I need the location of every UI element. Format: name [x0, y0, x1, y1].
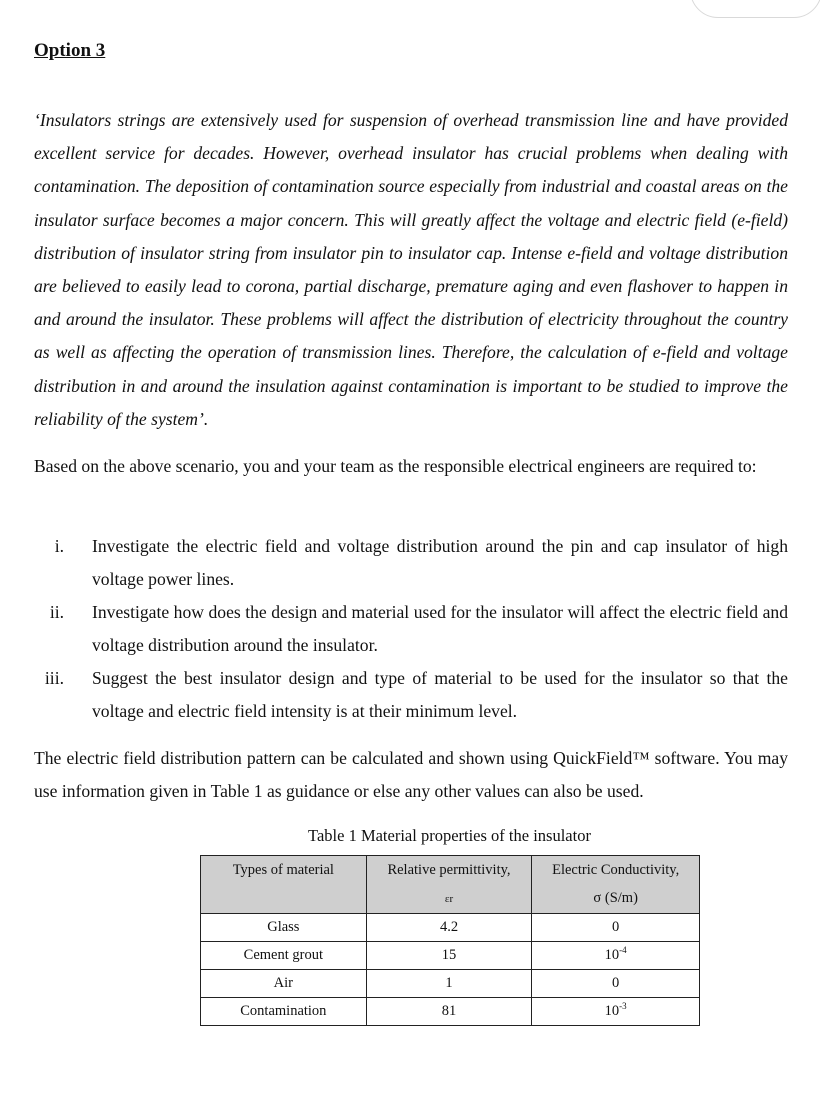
header-conductivity	[532, 856, 700, 914]
conductivity-exponent: -3	[619, 1001, 627, 1012]
header-material-label: Types of material	[232, 862, 334, 878]
corner-widget	[690, 0, 820, 18]
cell-permittivity: 1	[366, 970, 532, 998]
task-intro: Based on the above scenario, you and your team as the responsible electrical engineers are required to:	[34, 456, 757, 476]
list-item-text: Investigate the electric field and voltage distribution around the pin and cap insulator of high voltage power lines.	[92, 536, 788, 589]
scenario-quote: ‘Insulators strings are extensively used for suspension of overhead transmission line and have provided excellent service for decades. However, overhead insulator has crucial problems when dealing with contamination. The deposition of contamination source especially from industrial and coastal areas on the insulator surface becomes a major concern. This will greatly affect the voltage and electric field (e-field) distribution of insulator string from insulator pin to insulator cap. Intense e-field and voltage distribution are believed to easily lead to corona, partial discharge, premature aging and even flashover to happen in and around the insulator. These problems will affect the distribution of electricity throughout the country as well as affecting the operation of transmission lines. Therefore, the calculation of e-field and voltage distribution in and around the insulation against contamination is important to be studied to improve the reliability of the system’.	[34, 110, 788, 429]
conductivity-base: 10	[604, 1003, 620, 1019]
list-item-text: Suggest the best insulator design and type of material to be used for the insulator so that the voltage and electric field intensity is at their minimum level.	[92, 668, 788, 721]
list-item-number: ii.	[49, 602, 64, 622]
conductivity-exponent: -4	[619, 945, 627, 956]
list-item-number: iii.	[44, 668, 64, 688]
conductivity-base: 0	[612, 919, 620, 935]
table-row	[201, 970, 700, 998]
cell-conductivity	[532, 970, 700, 998]
material-properties-table	[200, 855, 700, 1026]
conductivity-base: 10	[604, 947, 620, 963]
cell-conductivity	[532, 998, 700, 1026]
list-item	[34, 530, 788, 596]
cell-permittivity: 15	[366, 942, 532, 970]
header-conductivity-symbol: σ (S/m)	[593, 890, 638, 906]
cell-material: Cement grout	[201, 942, 367, 970]
cell-conductivity	[532, 914, 700, 942]
header-permittivity-symbol: εr	[444, 893, 454, 905]
table-row	[201, 942, 700, 970]
table-row	[201, 914, 700, 942]
conductivity-base: 0	[612, 975, 620, 991]
cell-material: Contamination	[201, 998, 367, 1026]
task-list	[34, 530, 788, 728]
table-caption: Table 1 Material properties of the insulator	[308, 826, 591, 845]
header-conductivity-label: Electric Conductivity,	[552, 862, 680, 878]
software-note: The electric field distribution pattern can be calculated and shown using QuickField™ software. You may use information given in Table 1 as guidance or else any other values can also be used.	[34, 748, 788, 801]
cell-material: Air	[201, 970, 367, 998]
list-item	[34, 662, 788, 728]
list-item-number: i.	[54, 536, 64, 556]
list-item-text: Investigate how does the design and material used for the insulator will affect the electric field and voltage distribution around the insulator.	[92, 602, 788, 655]
cell-permittivity: 4.2	[366, 914, 532, 942]
table-header-row	[201, 856, 700, 914]
table-row	[201, 998, 700, 1026]
header-material	[201, 856, 367, 914]
header-permittivity	[366, 856, 532, 914]
cell-permittivity: 81	[366, 998, 532, 1026]
page-heading: Option 3	[34, 40, 106, 61]
header-permittivity-label: Relative permittivity,	[387, 862, 511, 878]
cell-conductivity	[532, 942, 700, 970]
list-item	[34, 596, 788, 662]
cell-material: Glass	[201, 914, 367, 942]
